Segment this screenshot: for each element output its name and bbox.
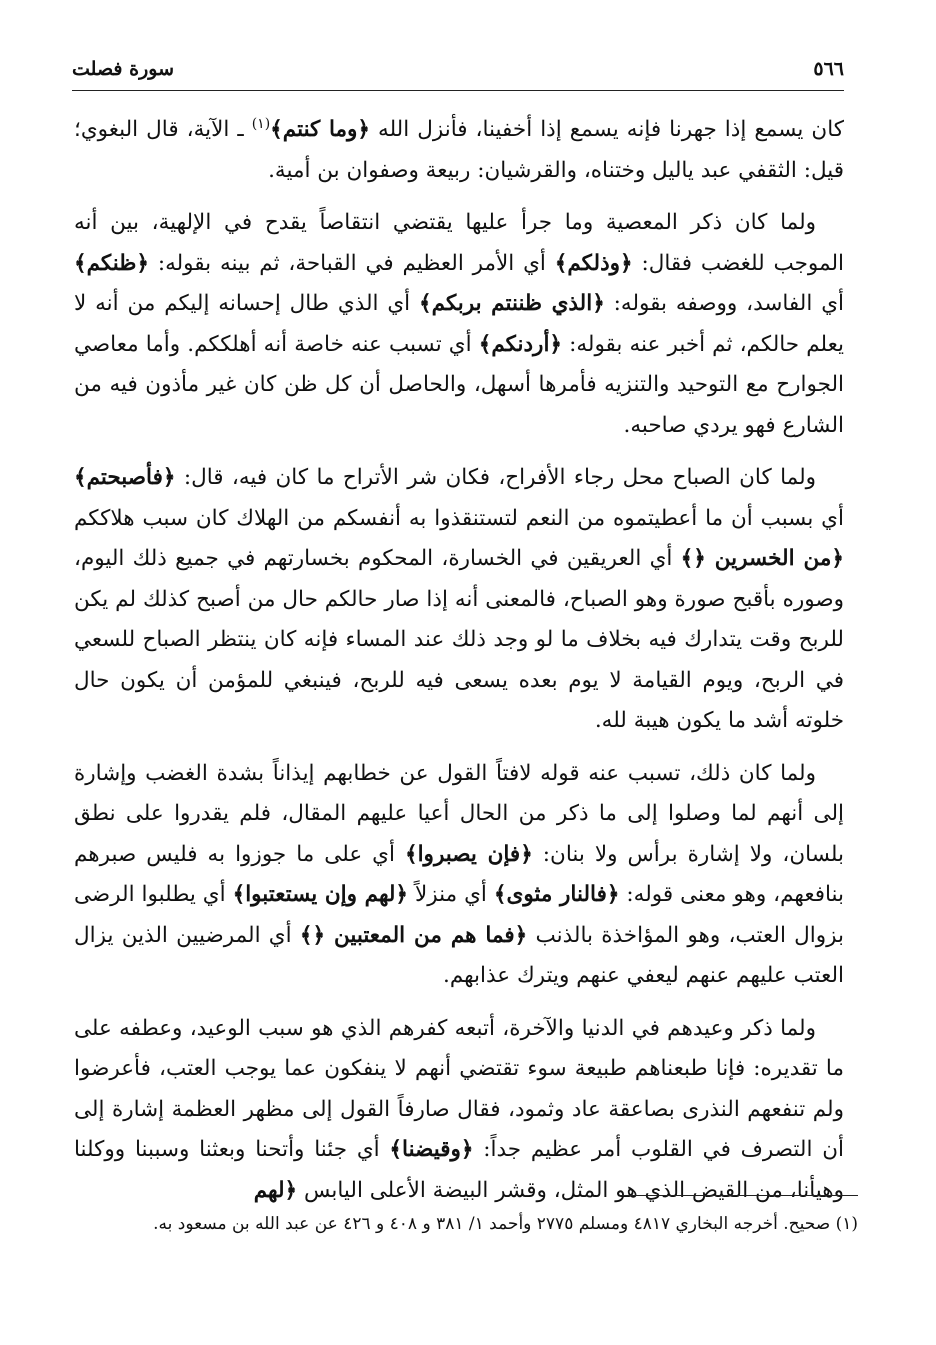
footnote-text: صحيح. أخرجه البخاري ٤٨١٧ ومسلم ٢٧٧٥ وأحمد ١/ ٣٨١ و ٤٠٨ و ٤٢٦ عن عبد الله بن مسعود به. bbox=[153, 1214, 831, 1234]
paragraph-text: أي الذي طال إحسانه إليكم من أنه لا يعلم حالكم، ثم أخبر عنه بقوله: bbox=[74, 291, 844, 357]
paragraph-text: أي الأمر العظيم في القباحة، ثم بينه بقوله: bbox=[148, 250, 555, 276]
paragraph-text: أي بسبب أن ما أعطيتموه من النعم لتستنقذوا به أنفسكم من الهلاك كان سبب هلاككم bbox=[74, 505, 844, 531]
footnote-reference[interactable]: (١) bbox=[251, 116, 271, 132]
header-rule bbox=[72, 90, 844, 91]
quran-quote: ﴿لهم وإن يستعتبوا﴾ bbox=[232, 882, 409, 908]
paragraph-text: ولما ذكر وعيدهم في الدنيا والآخرة، أتبعه كفرهم الذي هو سبب الوعيد، وعطفه على ما تقديره: فإنا طبعناهم طبيعة سوء تقتضي أنهم لا ينفكون عما يوجب العتب، فأعرضوا ولم تنفعهم النذرى بصاعقة عاد وثمود، فقال صارفاً القول إلى مظهر العظمة إشارة إلى أن التصرف في القلوب أمر عظيم جداً: bbox=[74, 1015, 844, 1163]
paragraph-1 bbox=[74, 104, 844, 191]
paragraph-text: ـ الآية، قال البغوي؛ قيل: الثقفي عبد ياليل وختناه، والقرشيان: ربيعة وصفوان بن أمية. bbox=[74, 117, 844, 183]
quran-quote: ﴿وذلكم﴾ bbox=[554, 250, 633, 276]
paragraph-text: أي على ما جوزوا به فليس صبرهم بنافعهم، وهو معنى قوله: bbox=[74, 841, 844, 908]
paragraph-text: أي منزلاً bbox=[408, 882, 494, 908]
page-header bbox=[72, 58, 844, 88]
surah-title: سورة فصلت bbox=[72, 58, 174, 80]
paragraph-text: أي جئنا وأتحنا وبعثنا وسببنا ووكلنا وهيأنا، من القيض الذي هو المثل، وقشر البيضة الأعلى اليابس bbox=[74, 1137, 844, 1203]
quran-quote: ﴿وما كنتم﴾ bbox=[270, 117, 371, 143]
paragraph-text: ولما كان ذكر المعصية وما جرأ عليها يقتضي انتقاصاً يقدح في الإلهية، بين أنه الموجب للغضب فقال: bbox=[74, 210, 844, 276]
page-number: ٥٦٦ bbox=[813, 58, 844, 80]
footnote-marker: (١) bbox=[835, 1214, 858, 1234]
paragraph-text: أي العريقين في الخسارة، المحكوم بخسارتهم في جميع ذلك اليوم، وصوره بأقبح صورة وهو الصباح، فالمعنى أنه إذا صار حالكم حال من أصبح كذلك لم يكن للربح وقت يتدارك فيه بخلاف ما لو وجد ذلك عند المساء فإنه كان ينتظر الصباح للسعي في الربح، ويوم القيامة لا يوم بعده يسعى فيه للربح، فينبغي للمؤمن أن يكون حال خلوته أشد ما يكون هيبة لله. bbox=[74, 546, 844, 734]
quran-quote: ﴿فالنار مثوى﴾ bbox=[493, 882, 620, 908]
quran-quote: ﴿لهم bbox=[253, 1177, 298, 1203]
quran-quote: ﴿الذي ظننتم بربكم﴾ bbox=[419, 291, 605, 317]
paragraph-4 bbox=[74, 754, 844, 997]
paragraph-text: أي تسبب عنه خاصة أنه أهلككم. وأما معاصي الجوارح مع التوحيد والتنزيه فأمرها أسهل، والحاصل أن كل ظن كان غير مأذون فيه من الشارع فهو يردي صاحبه. bbox=[74, 331, 844, 438]
paragraph-5 bbox=[74, 1009, 844, 1212]
paragraph-text: ولما كان ذلك، تسبب عنه قوله لافتاً القول عن خطابهم إيذاناً بشدة الغضب وإشارة إلى أنهم لما وصلوا إلى ما ذكر من الحال أعيا عليهم المقال، فلم يقدروا على نطق بلسان، ولا إشارة برأس ولا بنان: bbox=[74, 760, 844, 867]
paragraph-2 bbox=[74, 203, 844, 446]
quran-quote: ﴿ظنكم﴾ bbox=[74, 250, 149, 276]
paragraph-text: كان يسمع إذا جهرنا فإنه يسمع إذا أخفينا، فأنزل الله bbox=[370, 117, 844, 143]
paragraph-3 bbox=[74, 458, 844, 742]
footnote-rule bbox=[620, 1195, 858, 1196]
paragraph-text: ولما كان الصباح محل رجاء الأفراح، فكان شر الأتراح ما كان فيه، قال: bbox=[175, 465, 816, 491]
paragraph-text: أي يطلبوا الرضى بزوال العتب، وهو المؤاخذة بالذنب bbox=[74, 882, 844, 948]
quran-quote: ﴿وقيضنا﴾ bbox=[389, 1137, 474, 1163]
quran-quote: ﴿فما هم من المعتبين ﴿﴾ bbox=[299, 922, 528, 948]
quran-quote: ﴿أردنكم﴾ bbox=[478, 331, 563, 357]
quran-quote: ﴿فأصبحتم﴾ bbox=[74, 465, 176, 491]
paragraph-text: أي الفاسد، ووصفه بقوله: bbox=[604, 291, 845, 317]
quran-quote: ﴿فإن يصبروا﴾ bbox=[404, 841, 533, 867]
footnote bbox=[74, 1210, 858, 1238]
paragraph-text: أي المرضيين الذين يزال العتب عليهم عنهم ليعفي عنهم ويترك عذابهم. bbox=[74, 922, 844, 989]
main-text bbox=[74, 104, 844, 1211]
quran-quote: ﴿من الخسرين ﴿﴾ bbox=[680, 546, 844, 572]
